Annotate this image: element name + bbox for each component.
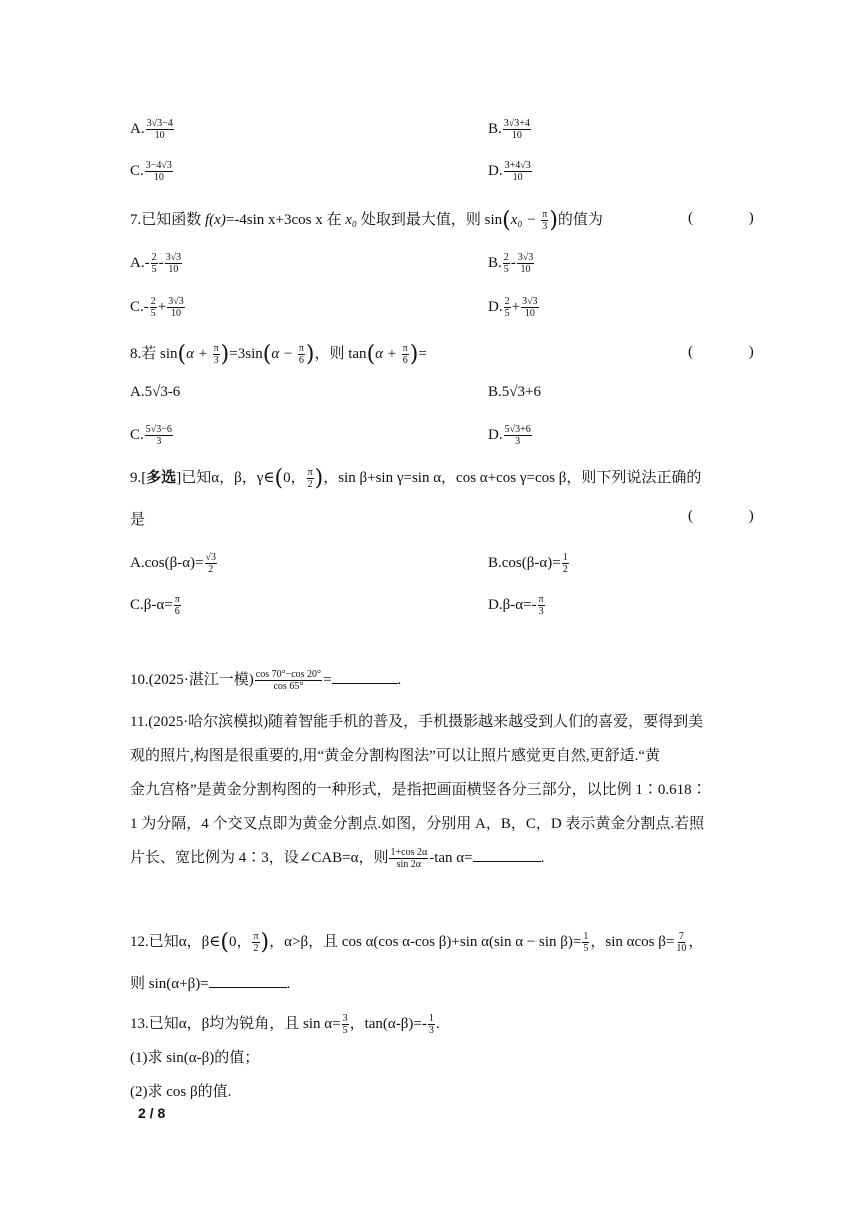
page-number: 2 / 8 bbox=[138, 1105, 166, 1121]
fraction: $\frac{3√3+4}{10}$ bbox=[503, 118, 530, 141]
q7-option-b: B. $\frac{2}{5}$ - $\frac{3√3}{10}$ bbox=[488, 252, 534, 275]
q12-stem-line2: 则 sin(α+β)= . bbox=[130, 972, 290, 993]
q6-option-d: D. $\frac{3+4√3}{10}$ bbox=[488, 160, 531, 183]
q11-line2: 观的照片,构图是很重要的,用“黄金分割构图法”可以让照片感觉更自然,更舒适.“黄 bbox=[130, 748, 660, 764]
fraction: $\frac{3-4√3}{10}$ bbox=[145, 160, 172, 183]
answer-paren: ( ) bbox=[688, 508, 780, 524]
answer-blank bbox=[332, 669, 398, 684]
q8-option-c: C. $\frac{5√3-6}{3}$ bbox=[130, 424, 172, 447]
fraction: $\frac{3+4√3}{10}$ bbox=[504, 160, 531, 183]
q8-option-d: D. $\frac{5√3+6}{3}$ bbox=[488, 424, 531, 447]
q7-stem: 7.已知函数 f(x)=-4sin x+3cos x 在 x₀ 处取到最大值，则 sin(x₀ − $\frac{\pi}{3}$ )的值为 bbox=[130, 208, 603, 233]
answer-paren: ( ) bbox=[688, 344, 780, 360]
q11-line5: 片长、宽比例为 4∶3，设∠CAB=α，则 $\frac{1+\cos 2\alpha}{\sin 2\alpha}$ -tan α= . bbox=[130, 847, 545, 871]
multi-choice-tag: 多选 bbox=[146, 470, 177, 486]
q7-option-d: D. $\frac{2}{5}$ + $\frac{3√3}{10}$ bbox=[488, 296, 538, 319]
q10-stem: 10.(2025·湛江一模) $\frac{\cos 70^\circ-\cos 20^\circ}{\cos 65^\circ}$ = . bbox=[130, 669, 402, 693]
q9-stem-line2: 是 bbox=[130, 512, 146, 528]
q11-line3: 金九宫格”是黄金分割构图的一种形式，是指把画面横竖各分三部分，以比例 1∶0.618∶ bbox=[130, 782, 707, 798]
q8-option-a: A.5√3-6 bbox=[130, 384, 181, 400]
q6-option-c: C. $\frac{3-4√3}{10}$ bbox=[130, 160, 172, 183]
fraction: $\frac{3√3-4}{10}$ bbox=[146, 118, 173, 141]
q11-line1: 11.(2025·哈尔滨模拟)随着智能手机的普及，手机摄影越来越受到人们的喜爱，要得到美 bbox=[130, 714, 704, 730]
q8-stem: 8.若 sin(α + $\frac{\pi}{3}$ )=3sin(α − $\frac{\pi}{6}$ )，则 tan(α + $\frac{\pi}{6}$ )= bbox=[130, 342, 427, 367]
answer-blank bbox=[209, 973, 287, 988]
q7-option-c: C.- $\frac{2}{5}$ + $\frac{3√3}{10}$ bbox=[130, 296, 184, 319]
answer-blank bbox=[473, 847, 541, 862]
q11-line4: 1 为分隔，4 个交叉点即为黄金分割点.如图，分别用 A，B，C，D 表示黄金分割点.若照 bbox=[130, 816, 705, 832]
q13-part2: (2)求 cos β的值. bbox=[130, 1084, 232, 1100]
answer-paren: ( ) bbox=[688, 210, 780, 226]
q13-stem: 13.已知α，β均为锐角，且 sin α= $\frac{3}{5}$ ，tan(α-β)=- $\frac{1}{3}$ . bbox=[130, 1013, 440, 1037]
q9-option-c: C.β-α= $\frac{\pi}{6}$ bbox=[130, 594, 180, 617]
q6-option-b: B. $\frac{3√3+4}{10}$ bbox=[488, 118, 530, 141]
q9-option-b: B.cos(β-α)= $\frac{1}{2}$ bbox=[488, 552, 568, 575]
q9-stem: 9.[多选]已知α，β，γ∈(0， $\frac{\pi}{2}$ )，sin β+sin γ=sin α，cos α+cos γ=cos β，则下列说法正确的 bbox=[130, 466, 702, 491]
q7-option-a: A.- $\frac{2}{5}$ - $\frac{3√3}{10}$ bbox=[130, 252, 182, 275]
q9-option-a: A.cos(β-α)= $\frac{√3}{2}$ bbox=[130, 552, 217, 575]
q6-option-a: A. $\frac{3√3-4}{10}$ bbox=[130, 118, 173, 141]
q12-stem: 12.已知α，β∈(0， $\frac{\pi}{2}$ )，α>β，且 cos α(cos α-cos β)+sin α(sin α − sin β)= $\frac{1}{5}$ ，sin αcos β= $\frac{7}{10}$ ， bbox=[130, 930, 704, 955]
q13-part1: (1)求 sin(α-β)的值； bbox=[130, 1050, 260, 1066]
q8-option-b: B.5√3+6 bbox=[488, 384, 541, 400]
q9-option-d: D.β-α=- $\frac{\pi}{3}$ bbox=[488, 594, 544, 617]
